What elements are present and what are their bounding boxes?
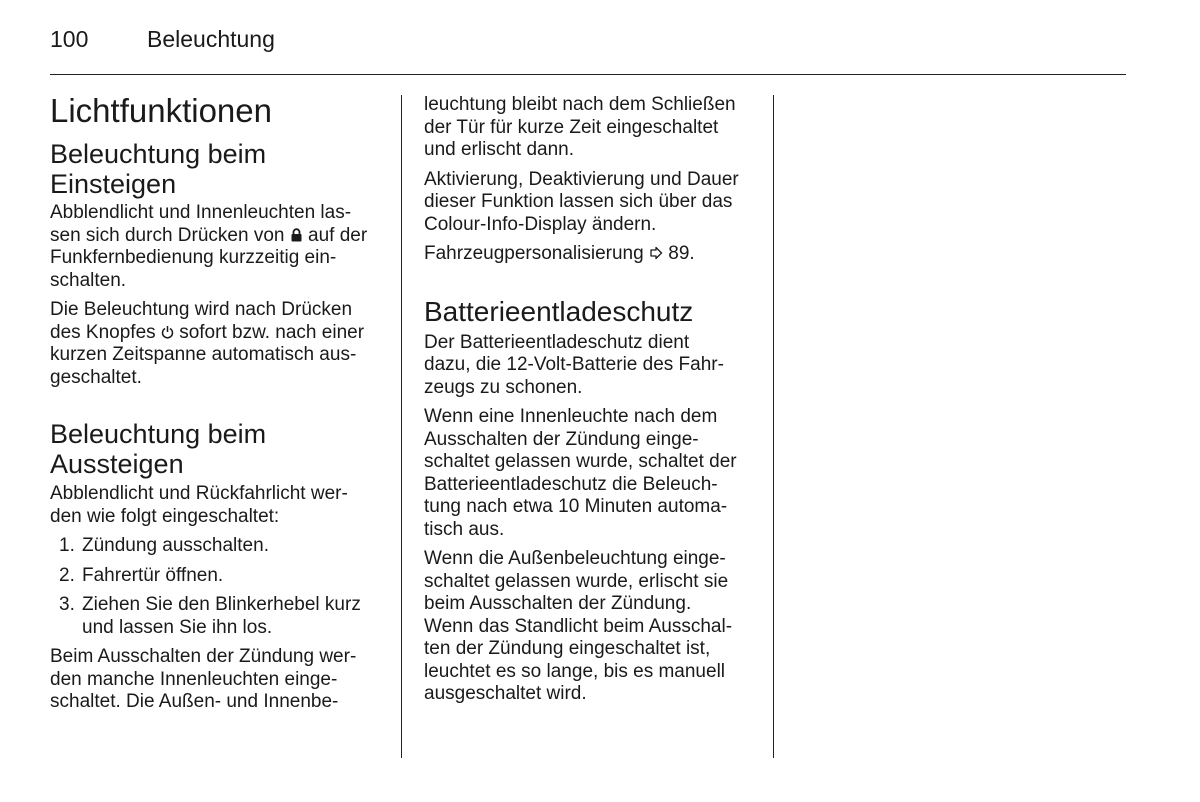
list-item [50, 565, 386, 588]
heading-line: Beleuchtung beim [50, 139, 267, 169]
text-line: den manche Innenleuchten einge- [50, 668, 338, 690]
text-line: Batterieentladeschutz die Beleuch- [424, 473, 718, 495]
section-heading-aussteigen [50, 419, 386, 479]
text-line: Ziehen Sie den Blinkerhebel kurz [82, 594, 361, 615]
paragraph-aussteigen-intro [50, 483, 386, 528]
paragraph-einsteigen-1 [50, 202, 386, 292]
text-line: Wenn eine Innenleuchte nach dem [424, 406, 718, 427]
text-line: Abblendlicht und Innenleuchten las- [50, 202, 352, 223]
paragraph-battery-3 [424, 548, 760, 706]
list-number: 1. [59, 535, 75, 556]
paragraph-battery-1 [424, 332, 760, 400]
text-line: geschaltet. [50, 366, 142, 388]
text-line: der Tür für kurze Zeit eingeschaltet [424, 116, 719, 138]
chapter-heading: Lichtfunktionen [50, 92, 272, 129]
text-line: sofort bzw. nach einer [179, 321, 365, 343]
page-number: 100 [50, 26, 89, 52]
text-line: Ausschalten der Zündung einge- [424, 428, 699, 450]
text-line: Beim Ausschalten der Zündung wer- [50, 646, 357, 667]
text-line: leuchtung bleibt nach dem Schließen [424, 94, 736, 115]
paragraph-einsteigen-2 [50, 299, 386, 389]
text-line: sen sich durch Drücken von [50, 224, 285, 246]
column-divider-right [773, 95, 774, 758]
paragraph-continued [424, 94, 760, 162]
reference-text: Fahrzeugpersonalisierung [424, 243, 644, 264]
text-line: dazu, die 12-Volt-Batterie des Fahr- [424, 354, 724, 375]
text-line: Aktivierung, Deaktivierung und Dauer [424, 168, 739, 190]
text-line: tung nach etwa 10 Minuten automa- [424, 496, 728, 517]
text-line: schaltet. Die Außen- und Innenbe- [50, 691, 339, 712]
text-line: Wenn die Außenbeleuchtung einge- [424, 548, 726, 569]
list-item [50, 594, 386, 639]
lock-icon [290, 228, 303, 242]
running-title: Beleuchtung [147, 26, 275, 52]
text-line: Funkfernbedienung kurzzeitig ein- [50, 247, 337, 268]
text-line: Der Batterieentladeschutz dient [424, 331, 690, 353]
text-line: Die Beleuchtung wird nach Drücken [50, 299, 353, 320]
text-line: schalten. [50, 269, 127, 291]
cross-reference[interactable] [424, 243, 760, 266]
text-line: Fahrertür öffnen. [82, 564, 224, 586]
text-line: schaltet gelassen wurde, erlischt sie [424, 570, 729, 592]
paragraph-activation [424, 169, 760, 237]
paragraph-battery-2 [424, 406, 760, 541]
page-header [50, 26, 1126, 54]
heading-line: Einsteigen [50, 169, 177, 199]
text-line: zeugs zu schonen. [424, 376, 583, 398]
reference-arrow-icon [649, 246, 663, 260]
text-line: leuchtet es so lange, bis es manuell [424, 660, 726, 682]
text-line: ten der Zündung eingeschaltet ist, [424, 638, 711, 659]
text-line: Colour-Info-Display ändern. [424, 213, 657, 235]
reference-page: 89. [668, 243, 695, 264]
text-line: ausgeschaltet wird. [424, 683, 587, 704]
text-line: beim Ausschalten der Zündung. [424, 593, 692, 614]
text-line: Zündung ausschalten. [82, 535, 269, 556]
list-item [50, 535, 386, 558]
text-line: Abblendlicht und Rückfahrlicht wer- [50, 483, 348, 504]
text-line: den wie folgt eingeschaltet: [50, 505, 280, 527]
heading-line: Aussteigen [50, 449, 184, 479]
header-rule [50, 74, 1126, 75]
text-line: auf der [308, 224, 368, 246]
text-line: dieser Funktion lassen sich über das [424, 191, 733, 212]
column-divider-left [401, 95, 402, 758]
section-heading-einsteigen [50, 139, 386, 199]
text-line: und lassen Sie ihn los. [82, 616, 273, 638]
list-number: 2. [59, 564, 75, 586]
paragraph-aussteigen-end [50, 646, 386, 714]
text-line: Wenn das Standlicht beim Ausschal- [424, 615, 733, 637]
text-line: und erlischt dann. [424, 139, 574, 160]
steps-list [50, 535, 386, 639]
text-line: tisch aus. [424, 518, 505, 540]
column-left [50, 92, 386, 721]
column-middle [424, 94, 760, 713]
heading-line: Beleuchtung beim [50, 419, 267, 449]
section-heading-batterieentladeschutz: Batterieentladeschutz [424, 295, 694, 327]
text-line: des Knopfes [50, 321, 156, 343]
power-icon [161, 325, 174, 339]
list-number: 3. [59, 594, 75, 615]
text-line: schaltet gelassen wurde, schaltet der [424, 451, 737, 472]
text-line: kurzen Zeitspanne automatisch aus- [50, 344, 357, 365]
